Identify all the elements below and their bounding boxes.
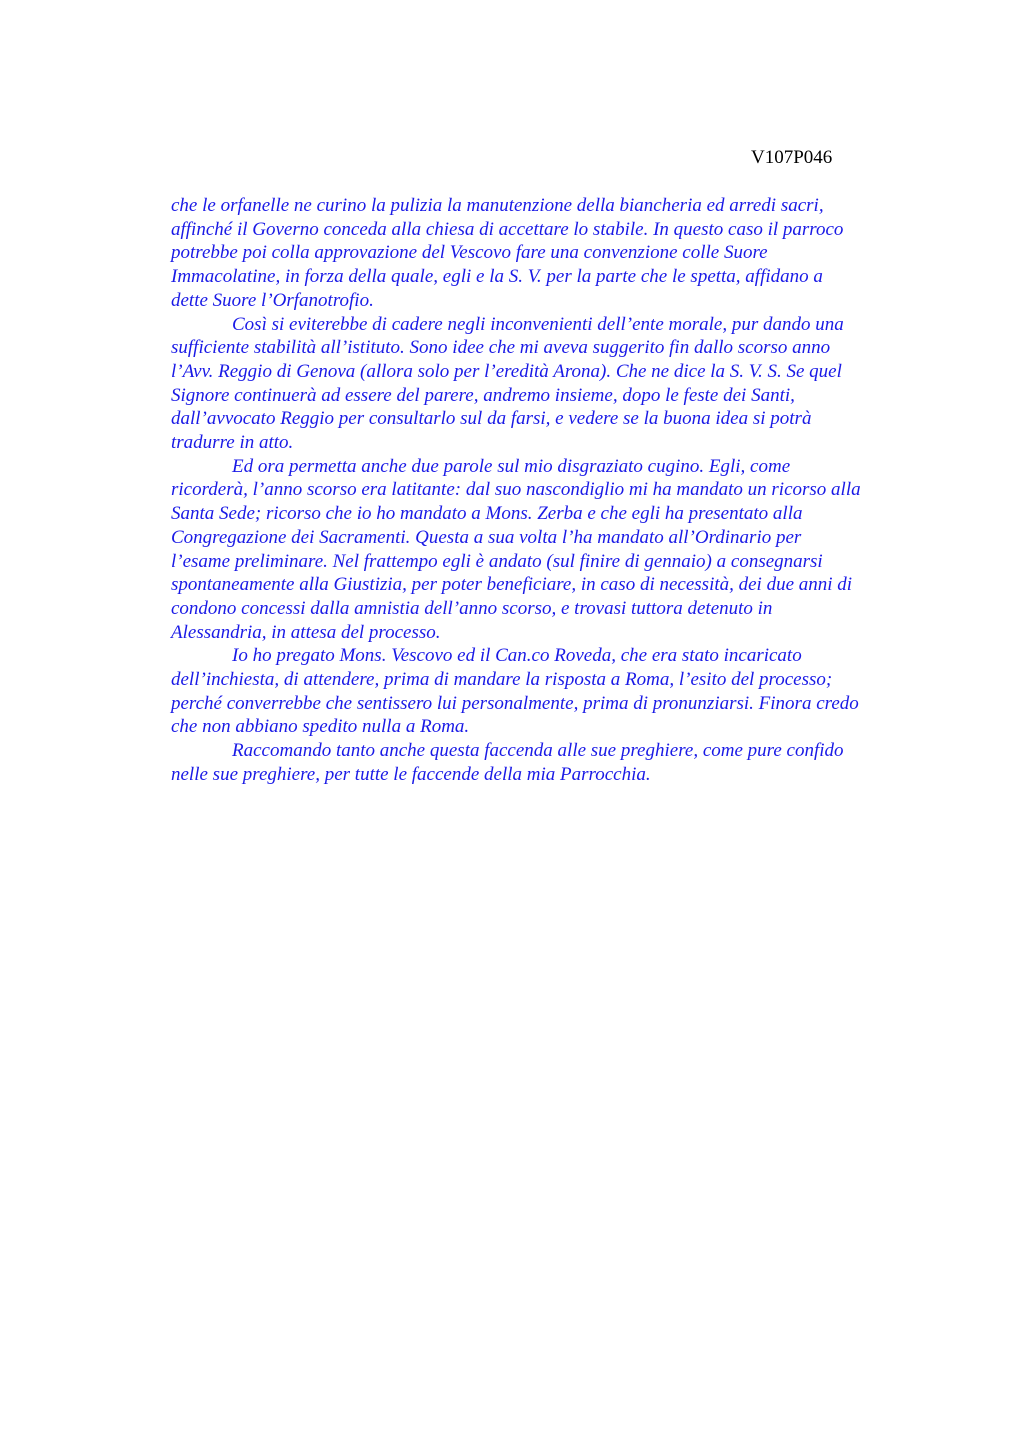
paragraph-1 (171, 194, 931, 313)
letter-body (171, 194, 931, 787)
text-line: Immacolatine, in forza della quale, egli e la S. V. per la parte che le spetta, affidano a (171, 266, 823, 288)
text-line: sufficiente stabilità all’istituto. Sono idee che mi aveva suggerito fin dallo scorso anno (171, 337, 831, 359)
text-line: condono concessi dalla amnistia dell’anno scorso, e trovasi tuttora detenuto in (171, 597, 773, 619)
text-line: perché converrebbe che sentissero lui personalmente, prima di pronunziarsi. Finora credo (171, 692, 859, 714)
paragraph-4 (171, 644, 931, 739)
text-line: l’Avv. Reggio di Genova (allora solo per l’eredità Arona). Che ne dice la S. V. S. Se quel (171, 360, 842, 382)
text-line: potrebbe poi colla approvazione del Vescovo fare una convenzione colle Suore (171, 242, 768, 264)
text-line: ricorderà, l’anno scorso era latitante: dal suo nascondiglio mi ha mandato un ricorso alla (171, 479, 861, 501)
text-line: l’esame preliminare. Nel frattempo egli è andato (sul finire di gennaio) a consegnarsi (171, 550, 823, 572)
paragraph-3 (171, 455, 931, 645)
text-line: affinché il Governo conceda alla chiesa di accettare lo stabile. In questo caso il parroco (171, 218, 844, 240)
paragraph-5 (171, 739, 931, 786)
text-line: dall’avvocato Reggio per consultarlo sul da farsi, e vedere se la buona idea si potrà (171, 408, 812, 430)
paragraph-2 (171, 313, 931, 455)
text-line: spontaneamente alla Giustizia, per poter beneficiare, in caso di necessità, dei due anni di (171, 574, 853, 596)
text-line: dette Suore l’Orfanotrofio. (171, 289, 374, 311)
text-line: nelle sue preghiere, per tutte le faccende della mia Parrocchia. (171, 763, 651, 785)
text-line: dell’inchiesta, di attendere, prima di mandare la risposta a Roma, l’esito del processo; (171, 669, 833, 691)
text-line: Santa Sede; ricorso che io ho mandato a Mons. Zerba e che egli ha presentato alla (171, 503, 803, 525)
text-line: Io ho pregato Mons. Vescovo ed il Can.co Roveda, che era stato incaricato (232, 645, 802, 667)
text-line: Alessandria, in attesa del processo. (171, 621, 441, 643)
text-line: che non abbiano spedito nulla a Roma. (171, 716, 470, 738)
text-line: Ed ora permetta anche due parole sul mio disgraziato cugino. Egli, come (232, 455, 791, 477)
text-line: Congregazione dei Sacramenti. Questa a sua volta l’ha mandato all’Ordinario per (171, 526, 802, 548)
text-line: Raccomando tanto anche questa faccenda alle sue preghiere, come pure confido (232, 740, 844, 762)
text-line: che le orfanelle ne curino la pulizia la manutenzione della biancheria ed arredi sacri, (171, 195, 824, 216)
text-line: Signore continuerà ad essere del parere, andremo insieme, dopo le feste dei Santi, (171, 384, 795, 406)
page-code: V107P046 (751, 147, 833, 168)
text-line: Così si eviterebbe di cadere negli inconvenienti dell’ente morale, pur dando una (232, 313, 844, 335)
text-line: tradurre in atto. (171, 432, 294, 454)
